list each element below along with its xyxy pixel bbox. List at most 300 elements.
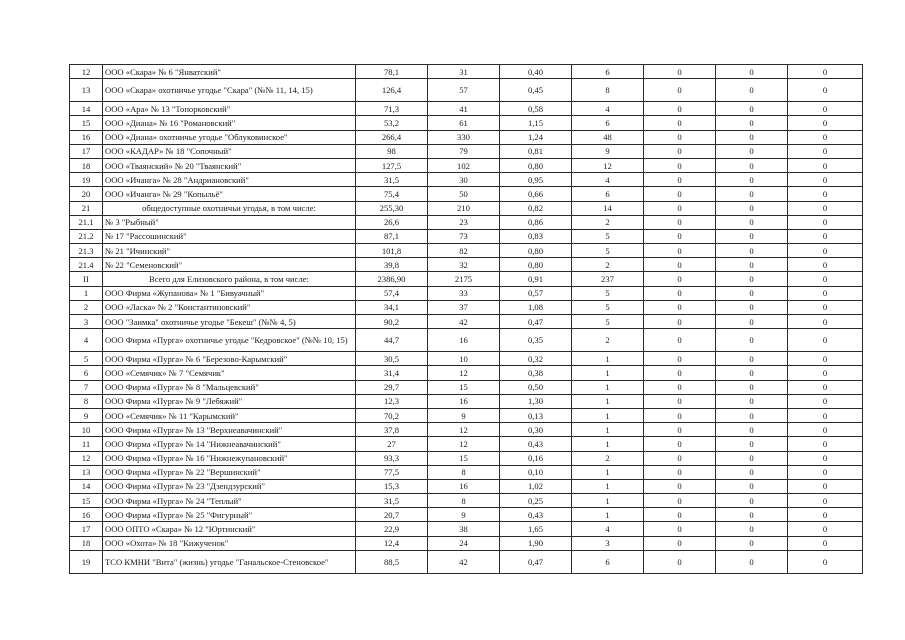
hunting-ground-name: ООО Фирма «Пурга» № 9 "Лебяжий": [103, 394, 356, 408]
count-value: 15: [428, 380, 500, 394]
hunting-ground-name: ООО «Диана» охотничье угодье "Облуковинское": [103, 130, 356, 144]
count-value: 50: [428, 187, 500, 201]
value-col-6: 0: [716, 451, 788, 465]
value-col-7: 0: [788, 451, 863, 465]
value-col-5: 0: [644, 187, 716, 201]
row-number: 15: [70, 494, 103, 508]
table-row: [70, 451, 863, 465]
quota-value: 1: [572, 479, 644, 493]
quota-value: 5: [572, 300, 644, 314]
count-value: 12: [428, 437, 500, 451]
density-value: 1,02: [500, 479, 572, 493]
table-row: [70, 494, 863, 508]
value-col-7: 0: [788, 286, 863, 300]
value-col-6: 0: [716, 536, 788, 550]
row-number: 14: [70, 479, 103, 493]
value-col-5: 0: [644, 215, 716, 229]
count-value: 16: [428, 479, 500, 493]
value-col-7: 0: [788, 423, 863, 437]
density-value: 1,30: [500, 394, 572, 408]
density-value: 0,80: [500, 244, 572, 258]
value-col-7: 0: [788, 494, 863, 508]
area-value: 29,7: [356, 380, 428, 394]
density-value: 0,58: [500, 102, 572, 116]
count-value: 24: [428, 536, 500, 550]
count-value: 12: [428, 423, 500, 437]
quota-value: 5: [572, 244, 644, 258]
table-row: [70, 408, 863, 422]
value-col-5: 0: [644, 329, 716, 352]
quota-value: 12: [572, 158, 644, 172]
area-value: 57,4: [356, 286, 428, 300]
value-col-7: 0: [788, 300, 863, 314]
density-value: 0,13: [500, 408, 572, 422]
value-col-7: 0: [788, 201, 863, 215]
density-value: 1,24: [500, 130, 572, 144]
value-col-5: 0: [644, 494, 716, 508]
value-col-6: 0: [716, 215, 788, 229]
hunting-ground-name: ООО Фирма «Пурга» № 24 "Теплый": [103, 494, 356, 508]
value-col-7: 0: [788, 550, 863, 573]
area-value: 266,4: [356, 130, 428, 144]
row-number: 2: [70, 300, 103, 314]
area-value: 15,3: [356, 479, 428, 493]
table-row: [70, 522, 863, 536]
density-value: 0,25: [500, 494, 572, 508]
area-value: 37,8: [356, 423, 428, 437]
density-value: 0,40: [500, 65, 572, 79]
row-number: 18: [70, 536, 103, 550]
table-row: [70, 465, 863, 479]
table-row: [70, 258, 863, 272]
table-row: [70, 423, 863, 437]
count-value: 42: [428, 550, 500, 573]
value-col-7: 0: [788, 229, 863, 243]
hunting-ground-name: ООО Фирма «Пурга» № 16 "Нижнежупановский": [103, 451, 356, 465]
density-value: 0,83: [500, 229, 572, 243]
value-col-5: 0: [644, 201, 716, 215]
value-col-6: 0: [716, 244, 788, 258]
row-number: 21.4: [70, 258, 103, 272]
hunting-ground-name: ООО «Ичанга» № 28 "Андриановский": [103, 173, 356, 187]
count-value: 9: [428, 408, 500, 422]
count-value: 37: [428, 300, 500, 314]
density-value: 0,91: [500, 272, 572, 286]
quota-value: 1: [572, 352, 644, 366]
value-col-6: 0: [716, 380, 788, 394]
quota-value: 4: [572, 102, 644, 116]
value-col-7: 0: [788, 366, 863, 380]
area-value: 20,7: [356, 508, 428, 522]
density-value: 0,80: [500, 258, 572, 272]
value-col-5: 0: [644, 300, 716, 314]
hunting-ground-name: ООО "Заимка" охотничье угодье "Бекеш" (№№ 4, 5): [103, 315, 356, 329]
quota-value: 48: [572, 130, 644, 144]
value-col-7: 0: [788, 79, 863, 102]
value-col-7: 0: [788, 244, 863, 258]
value-col-6: 0: [716, 65, 788, 79]
area-value: 75,4: [356, 187, 428, 201]
value-col-6: 0: [716, 494, 788, 508]
count-value: 57: [428, 79, 500, 102]
hunting-ground-name: ООО Фирма «Пурга» № 6 "Березово-Карымский": [103, 352, 356, 366]
table-row: [70, 437, 863, 451]
hunting-ground-name: № 21 "Ичинский": [103, 244, 356, 258]
value-col-7: 0: [788, 479, 863, 493]
area-value: 88,5: [356, 550, 428, 573]
area-value: 34,1: [356, 300, 428, 314]
area-value: 93,3: [356, 451, 428, 465]
row-number: 16: [70, 130, 103, 144]
hunting-ground-name: № 22 "Семеновский": [103, 258, 356, 272]
density-value: 0,30: [500, 423, 572, 437]
row-number: 3: [70, 315, 103, 329]
density-value: 1,90: [500, 536, 572, 550]
row-number: 12: [70, 451, 103, 465]
table-body: [70, 65, 863, 574]
count-value: 73: [428, 229, 500, 243]
hunting-ground-name: ООО «Ара» № 13 "Топорковский": [103, 102, 356, 116]
value-col-7: 0: [788, 173, 863, 187]
value-col-6: 0: [716, 408, 788, 422]
count-value: 15: [428, 451, 500, 465]
density-value: 0,47: [500, 315, 572, 329]
count-value: 38: [428, 522, 500, 536]
quota-value: 1: [572, 366, 644, 380]
quota-value: 3: [572, 536, 644, 550]
quota-value: 6: [572, 187, 644, 201]
row-number: 16: [70, 508, 103, 522]
hunting-ground-name: ООО «КАДАР» № 18 "Сопочный": [103, 144, 356, 158]
quota-value: 1: [572, 423, 644, 437]
value-col-6: 0: [716, 423, 788, 437]
quota-value: 6: [572, 550, 644, 573]
density-value: 1,08: [500, 300, 572, 314]
value-col-5: 0: [644, 423, 716, 437]
row-number: 9: [70, 408, 103, 422]
count-value: 210: [428, 201, 500, 215]
table-row: [70, 244, 863, 258]
area-value: 70,2: [356, 408, 428, 422]
density-value: 0,10: [500, 465, 572, 479]
quota-value: 2: [572, 329, 644, 352]
row-number: 15: [70, 116, 103, 130]
area-value: 127,5: [356, 158, 428, 172]
value-col-6: 0: [716, 201, 788, 215]
table-row: [70, 201, 863, 215]
density-value: 0,95: [500, 173, 572, 187]
density-value: 0,45: [500, 79, 572, 102]
value-col-7: 0: [788, 272, 863, 286]
quota-value: 14: [572, 201, 644, 215]
value-col-6: 0: [716, 173, 788, 187]
value-col-5: 0: [644, 244, 716, 258]
value-col-7: 0: [788, 329, 863, 352]
count-value: 42: [428, 315, 500, 329]
row-number: 21.3: [70, 244, 103, 258]
quota-value: 2: [572, 215, 644, 229]
hunting-ground-name: ООО «Скара» охотничье угодье "Скара" (№№ 11, 14, 15): [103, 79, 356, 102]
hunting-ground-name: ООО ОПТО «Скара» № 12 "Юртинский": [103, 522, 356, 536]
table-row: [70, 550, 863, 573]
row-number: 11: [70, 437, 103, 451]
hunting-ground-name: ООО Фирма «Пурга» № 14 "Нижнеавачинский": [103, 437, 356, 451]
row-number: 12: [70, 65, 103, 79]
area-value: 98: [356, 144, 428, 158]
area-value: 126,4: [356, 79, 428, 102]
quota-value: 5: [572, 229, 644, 243]
value-col-6: 0: [716, 229, 788, 243]
hunting-ground-name: ООО Фирма «Пурга» № 22 "Вершинский": [103, 465, 356, 479]
value-col-5: 0: [644, 522, 716, 536]
value-col-5: 0: [644, 479, 716, 493]
hunting-ground-name: ООО «Охота» № 18 "Кижученок": [103, 536, 356, 550]
density-value: 0,80: [500, 158, 572, 172]
area-value: 12,4: [356, 536, 428, 550]
count-value: 2175: [428, 272, 500, 286]
density-value: 0,86: [500, 215, 572, 229]
quota-value: 6: [572, 116, 644, 130]
hunting-ground-name: ООО «Ласка» № 2 "Константиновский": [103, 300, 356, 314]
value-col-5: 0: [644, 286, 716, 300]
row-number: 5: [70, 352, 103, 366]
area-value: 87,1: [356, 229, 428, 243]
row-number: 17: [70, 144, 103, 158]
density-value: 0,35: [500, 329, 572, 352]
count-value: 8: [428, 494, 500, 508]
table-row: [70, 286, 863, 300]
value-col-7: 0: [788, 65, 863, 79]
quota-value: 5: [572, 286, 644, 300]
value-col-6: 0: [716, 130, 788, 144]
value-col-5: 0: [644, 352, 716, 366]
value-col-5: 0: [644, 229, 716, 243]
density-value: 0,38: [500, 366, 572, 380]
row-number: 13: [70, 79, 103, 102]
table-row: [70, 229, 863, 243]
value-col-5: 0: [644, 451, 716, 465]
row-number: 19: [70, 550, 103, 573]
value-col-7: 0: [788, 522, 863, 536]
count-value: 32: [428, 258, 500, 272]
row-number: 20: [70, 187, 103, 201]
count-value: 12: [428, 366, 500, 380]
row-number: 6: [70, 366, 103, 380]
value-col-6: 0: [716, 479, 788, 493]
area-value: 26,6: [356, 215, 428, 229]
density-value: 0,16: [500, 451, 572, 465]
table-row: [70, 366, 863, 380]
value-col-5: 0: [644, 130, 716, 144]
area-value: 78,1: [356, 65, 428, 79]
value-col-7: 0: [788, 116, 863, 130]
value-col-7: 0: [788, 408, 863, 422]
count-value: 10: [428, 352, 500, 366]
count-value: 16: [428, 329, 500, 352]
value-col-7: 0: [788, 215, 863, 229]
count-value: 82: [428, 244, 500, 258]
hunting-ground-name: ООО «Ичанга» № 29 "Копыльё": [103, 187, 356, 201]
hunting-ground-name: № 17 "Рассошинский": [103, 229, 356, 243]
area-value: 27: [356, 437, 428, 451]
quota-value: 237: [572, 272, 644, 286]
value-col-7: 0: [788, 158, 863, 172]
value-col-5: 0: [644, 394, 716, 408]
hunting-ground-name: № 3 "Рыбный": [103, 215, 356, 229]
value-col-6: 0: [716, 158, 788, 172]
hunting-ground-name: Всего для Елизовского района, в том числе:: [103, 272, 356, 286]
value-col-7: 0: [788, 380, 863, 394]
value-col-6: 0: [716, 465, 788, 479]
table-row: [70, 536, 863, 550]
count-value: 8: [428, 465, 500, 479]
row-number: 13: [70, 465, 103, 479]
hunting-ground-name: ООО Фирма «Пурга» охотничье угодье "Кедровское" (№№ 10, 15): [103, 329, 356, 352]
value-col-5: 0: [644, 65, 716, 79]
value-col-7: 0: [788, 437, 863, 451]
area-value: 22,9: [356, 522, 428, 536]
table-row: [70, 187, 863, 201]
count-value: 31: [428, 65, 500, 79]
quota-value: 5: [572, 315, 644, 329]
value-col-7: 0: [788, 315, 863, 329]
table-row: [70, 130, 863, 144]
value-col-6: 0: [716, 352, 788, 366]
area-value: 44,7: [356, 329, 428, 352]
area-value: 31,5: [356, 494, 428, 508]
count-value: 41: [428, 102, 500, 116]
hunting-grounds-table: [69, 64, 863, 574]
density-value: 0,57: [500, 286, 572, 300]
value-col-6: 0: [716, 508, 788, 522]
quota-value: 2: [572, 451, 644, 465]
value-col-5: 0: [644, 116, 716, 130]
table-row: [70, 315, 863, 329]
density-value: 0,66: [500, 187, 572, 201]
quota-value: 1: [572, 394, 644, 408]
table-row: [70, 116, 863, 130]
value-col-6: 0: [716, 522, 788, 536]
hunting-ground-name: общедоступные охотничьи угодья, в том числе:: [103, 201, 356, 215]
table-row: [70, 329, 863, 352]
value-col-5: 0: [644, 408, 716, 422]
hunting-ground-name: ООО «Семячик» № 11 "Карымский": [103, 408, 356, 422]
value-col-6: 0: [716, 79, 788, 102]
value-col-5: 0: [644, 380, 716, 394]
value-col-6: 0: [716, 437, 788, 451]
value-col-7: 0: [788, 508, 863, 522]
area-value: 101,8: [356, 244, 428, 258]
area-value: 31,5: [356, 173, 428, 187]
value-col-7: 0: [788, 352, 863, 366]
value-col-5: 0: [644, 258, 716, 272]
count-value: 79: [428, 144, 500, 158]
density-value: 1,65: [500, 522, 572, 536]
quota-value: 1: [572, 508, 644, 522]
quota-value: 1: [572, 437, 644, 451]
row-number: 8: [70, 394, 103, 408]
count-value: 330: [428, 130, 500, 144]
table-row: [70, 479, 863, 493]
value-col-6: 0: [716, 315, 788, 329]
value-col-5: 0: [644, 315, 716, 329]
value-col-5: 0: [644, 173, 716, 187]
area-value: 71,3: [356, 102, 428, 116]
quota-value: 2: [572, 258, 644, 272]
value-col-5: 0: [644, 437, 716, 451]
table-row: [70, 158, 863, 172]
row-number: 21.2: [70, 229, 103, 243]
row-number: 21: [70, 201, 103, 215]
value-col-5: 0: [644, 465, 716, 479]
table-row: [70, 300, 863, 314]
value-col-5: 0: [644, 144, 716, 158]
value-col-5: 0: [644, 550, 716, 573]
density-value: 0,32: [500, 352, 572, 366]
table-row: [70, 272, 863, 286]
density-value: 0,43: [500, 508, 572, 522]
value-col-6: 0: [716, 329, 788, 352]
row-number: 18: [70, 158, 103, 172]
area-value: 12,3: [356, 394, 428, 408]
density-value: 1,15: [500, 116, 572, 130]
value-col-6: 0: [716, 550, 788, 573]
value-col-5: 0: [644, 79, 716, 102]
row-number: II: [70, 272, 103, 286]
count-value: 16: [428, 394, 500, 408]
value-col-6: 0: [716, 258, 788, 272]
value-col-5: 0: [644, 158, 716, 172]
row-number: 4: [70, 329, 103, 352]
value-col-7: 0: [788, 258, 863, 272]
value-col-6: 0: [716, 144, 788, 158]
table-row: [70, 508, 863, 522]
value-col-6: 0: [716, 187, 788, 201]
area-value: 90,2: [356, 315, 428, 329]
quota-value: 1: [572, 494, 644, 508]
value-col-6: 0: [716, 116, 788, 130]
quota-value: 6: [572, 65, 644, 79]
value-col-7: 0: [788, 102, 863, 116]
table-row: [70, 144, 863, 158]
table-row: [70, 65, 863, 79]
count-value: 102: [428, 158, 500, 172]
value-col-6: 0: [716, 394, 788, 408]
quota-value: 1: [572, 408, 644, 422]
value-col-7: 0: [788, 144, 863, 158]
count-value: 61: [428, 116, 500, 130]
value-col-6: 0: [716, 272, 788, 286]
table-row: [70, 215, 863, 229]
hunting-ground-name: ООО «Тваянский» № 20 "Тваянский": [103, 158, 356, 172]
count-value: 33: [428, 286, 500, 300]
table-row: [70, 380, 863, 394]
row-number: 10: [70, 423, 103, 437]
density-value: 0,81: [500, 144, 572, 158]
value-col-5: 0: [644, 536, 716, 550]
area-value: 77,5: [356, 465, 428, 479]
value-col-5: 0: [644, 366, 716, 380]
value-col-5: 0: [644, 272, 716, 286]
table-row: [70, 79, 863, 102]
area-value: 255,30: [356, 201, 428, 215]
density-value: 0,50: [500, 380, 572, 394]
area-value: 31,4: [356, 366, 428, 380]
hunting-ground-name: ООО Фирма «Пурга» № 23 "Дзендзурский": [103, 479, 356, 493]
hunting-ground-name: ООО Фирма «Пурга» № 13 "Верхнеавачинский": [103, 423, 356, 437]
row-number: 21.1: [70, 215, 103, 229]
value-col-6: 0: [716, 286, 788, 300]
